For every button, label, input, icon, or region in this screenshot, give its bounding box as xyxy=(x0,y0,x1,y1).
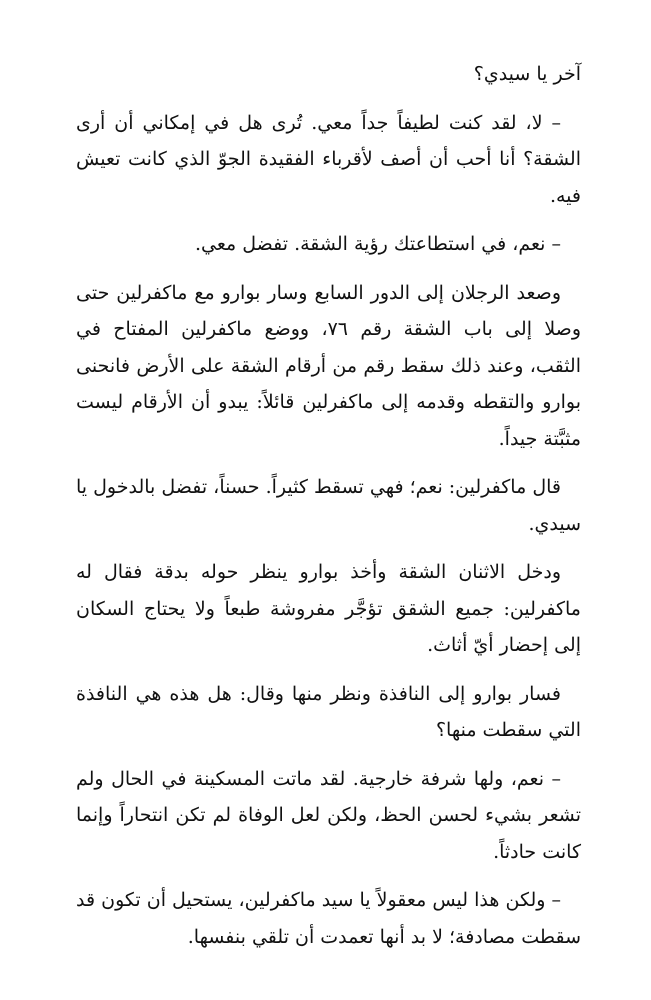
paragraph-not-accident: – ولكن هذا ليس معقولاً يا سيد ماكفرلين، يستحيل أن تكون قد سقطت مصادفة؛ لا بد أنها تعمدت أن تلقي بنفسها. xyxy=(76,889,581,948)
paragraph-continuation: آخر يا سيدي؟ xyxy=(473,63,581,85)
paragraph-window-question: فسار بوارو إلى النافذة ونظر منها وقال: هل هذه هي النافذة التي سقطت منها؟ xyxy=(76,682,581,741)
paragraph-ascend-seventh-floor: وصعد الرجلان إلى الدور السابع وسار بوارو مع ماكفرلين حتى وصلا إلى باب الشقة رقم ٧٦، ووضع ماكفرلين المفتاح في الثقب، وعند ذلك سقط رقم من أرقام الشقة على الأرض فانحنى بوارو والتقطه وقدمه إلى ماكفرلين قائلاً: يبدو أن الأرقام ليست مثبَّتة جيداً. xyxy=(76,281,581,450)
paragraph-dialogue-follow-me: – نعم، في استطاعتك رؤية الشقة. تفضل معي. xyxy=(195,233,561,255)
paragraph-balcony-accident: – نعم، ولها شرفة خارجية. لقد ماتت المسكينة في الحال ولم تشعر بشيء لحسن الحظ، ولكن لعل الوفاة لم تكن انتحاراً وإنما كانت حادثاً. xyxy=(76,767,581,863)
paragraph-numbers-fall: قال ماكفرلين: نعم؛ فهي تسقط كثيراً. حسناً، تفضل بالدخول يا سيدي. xyxy=(76,476,581,535)
paragraph-dialogue-see-apartment: – لا، لقد كنت لطيفاً جداً معي. تُرى هل في إمكاني أن أرى الشقة؟ أنا أحب أن أصف لأقرباء الفقيدة الجوّ الذي كانت تعيش فيه. xyxy=(76,111,581,207)
book-page xyxy=(76,56,581,967)
paragraph-furnished-apartments: ودخل الاثنان الشقة وأخذ بوارو ينظر حوله بدقة فقال له ماكفرلين: جميع الشقق تؤجَّر مفروشة طبعاً ولا يحتاج السكان إلى إحضار أيّ أثاث. xyxy=(76,561,581,656)
